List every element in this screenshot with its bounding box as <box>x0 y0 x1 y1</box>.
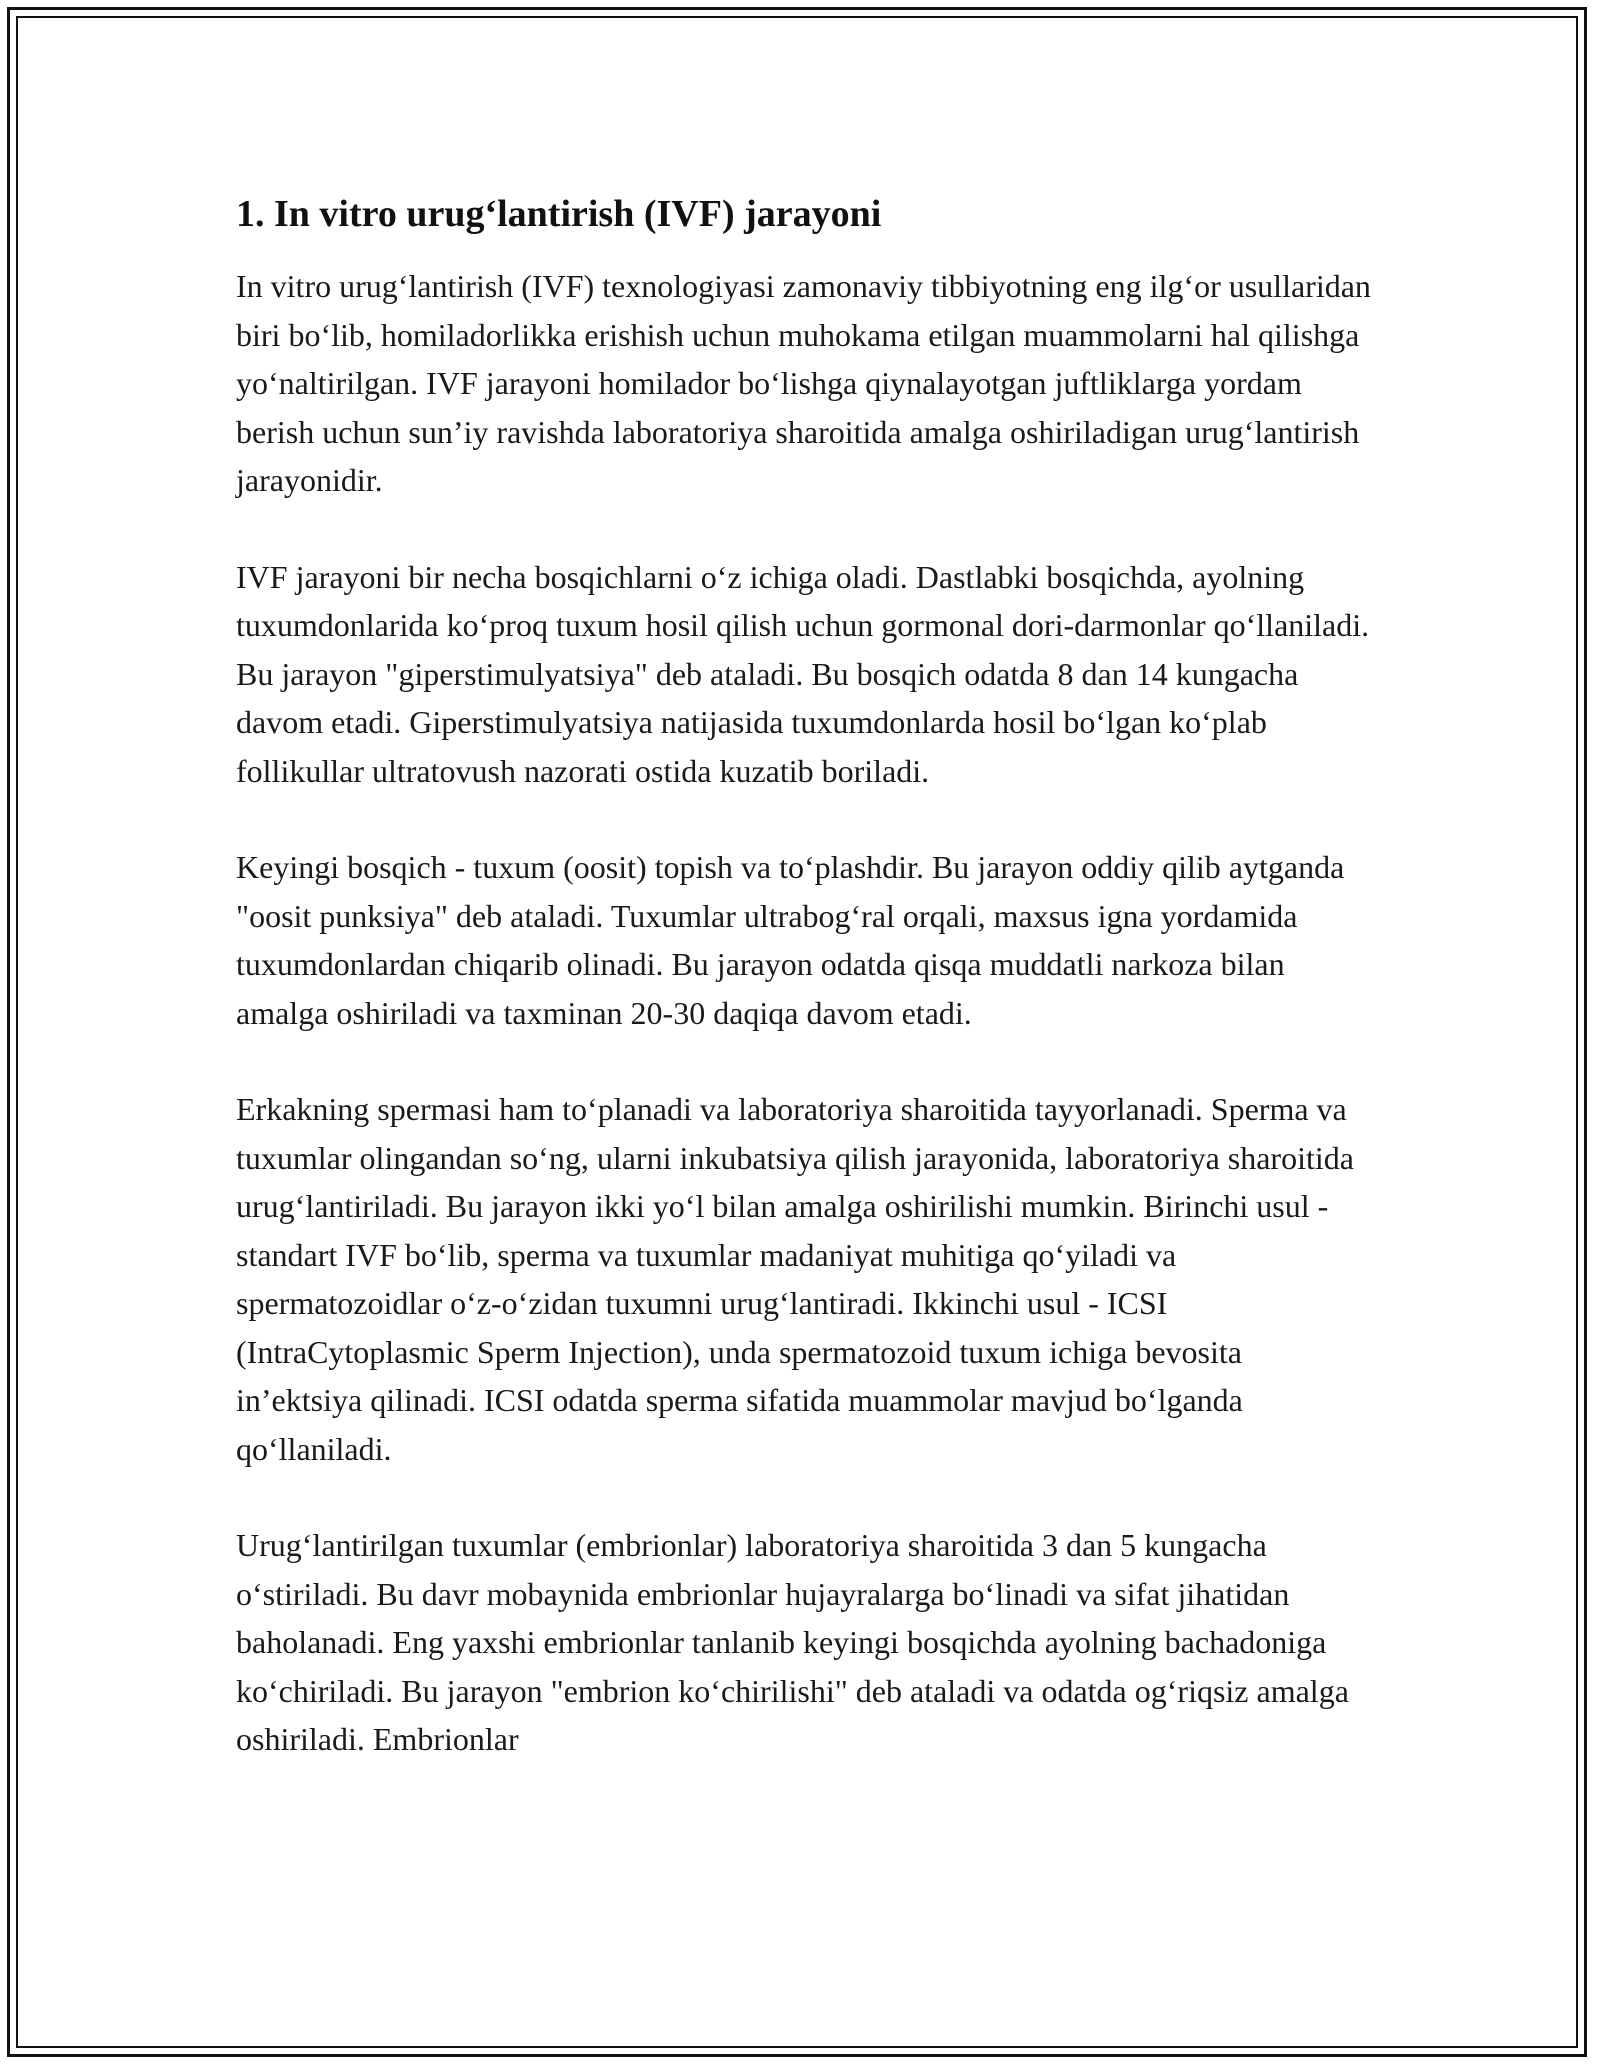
paragraph-stimulation: IVF jarayoni bir necha bosqichlarni o‘z ichiga oladi. Dastlabki bosqichda, ayolning tuxumdonlarida ko‘proq tuxum hosil qilish uchun gormonal dori-darmonlar qo‘llaniladi. Bu jarayon "giperstimulyatsiya" deb ataladi. Bu bosqich odatda 8 dan 14 kungacha davom etadi. Giperstimulyatsiya natijasida tuxumdonlarda hosil bo‘lgan ko‘plab follikullar ultratovush nazorati ostida kuzatib boriladi. <box>236 558 1370 789</box>
paragraph-intro: In vitro urug‘lantirish (IVF) texnologiyasi zamonaviy tibbiyotning eng ilg‘or usullaridan biri bo‘lib, homiladorlikka erishish uchun muhokama etilgan muammolarni hal qilishga yo‘naltirilgan. IVF jarayoni homilador bo‘lishga qiynalayotgan juftliklarga yordam berish uchun sun’iy ravishda laboratoriya sharoitida amalga oshiriladigan urug‘lantirish jarayonidir. <box>236 268 1371 498</box>
paragraph-embryo-transfer: Urug‘lantirilgan tuxumlar (embrionlar) laboratoriya sharoitida 3 dan 5 kungacha o‘stiriladi. Bu davr mobaynida embrionlar hujayralarga bo‘linadi va sifat jihatidan baholanadi. Eng yaxshi embrionlar tanlanib keyingi bosqichda ayolning bachadoniga ko‘chiriladi. Bu jarayon "embrion ko‘chirilishi" deb ataladi va odatda og‘riqsiz amalga oshiriladi. Embrionlar <box>236 1527 1349 1757</box>
section-heading: 1. In vitro urug‘lantirish (IVF) jarayoni <box>236 193 882 235</box>
paragraph-oocyte-retrieval: Keyingi bosqich - tuxum (oosit) topish va to‘plashdir. Bu jarayon oddiy qilib aytganda "oosit punksiya" deb ataladi. Tuxumlar ultrabog‘ral orqali, maxsus igna yordamida tuxumdonlardan chiqarib olinadi. Bu jarayon odatda qisqa muddatli narkoza bilan amalga oshiriladi va taxminan 20-30 daqiqa davom etadi. <box>236 849 1345 1031</box>
document-body <box>236 188 1376 1812</box>
paragraph-fertilization: Erkakning spermasi ham to‘planadi va laboratoriya sharoitida tayyorlanadi. Sperma va tuxumlar olingandan so‘ng, ularni inkubatsiya qilish jarayonida, laboratoriya sharoitida urug‘lantiriladi. Bu jarayon ikki yo‘l bilan amalga oshirilishi mumkin. Birinchi usul - standart IVF bo‘lib, sperma va tuxumlar madaniyat muhitiga qo‘yiladi va spermatozoidlar o‘z-o‘zidan tuxumni urug‘lantiradi. Ikkinchi usul - ICSI (IntraCytoplasmic Sperm Injection), unda spermatozoid tuxum ichiga bevosita in’ektsiya qilinadi. ICSI odatda sperma sifatida muammolar mavjud bo‘lganda qo‘llaniladi. <box>236 1091 1354 1467</box>
